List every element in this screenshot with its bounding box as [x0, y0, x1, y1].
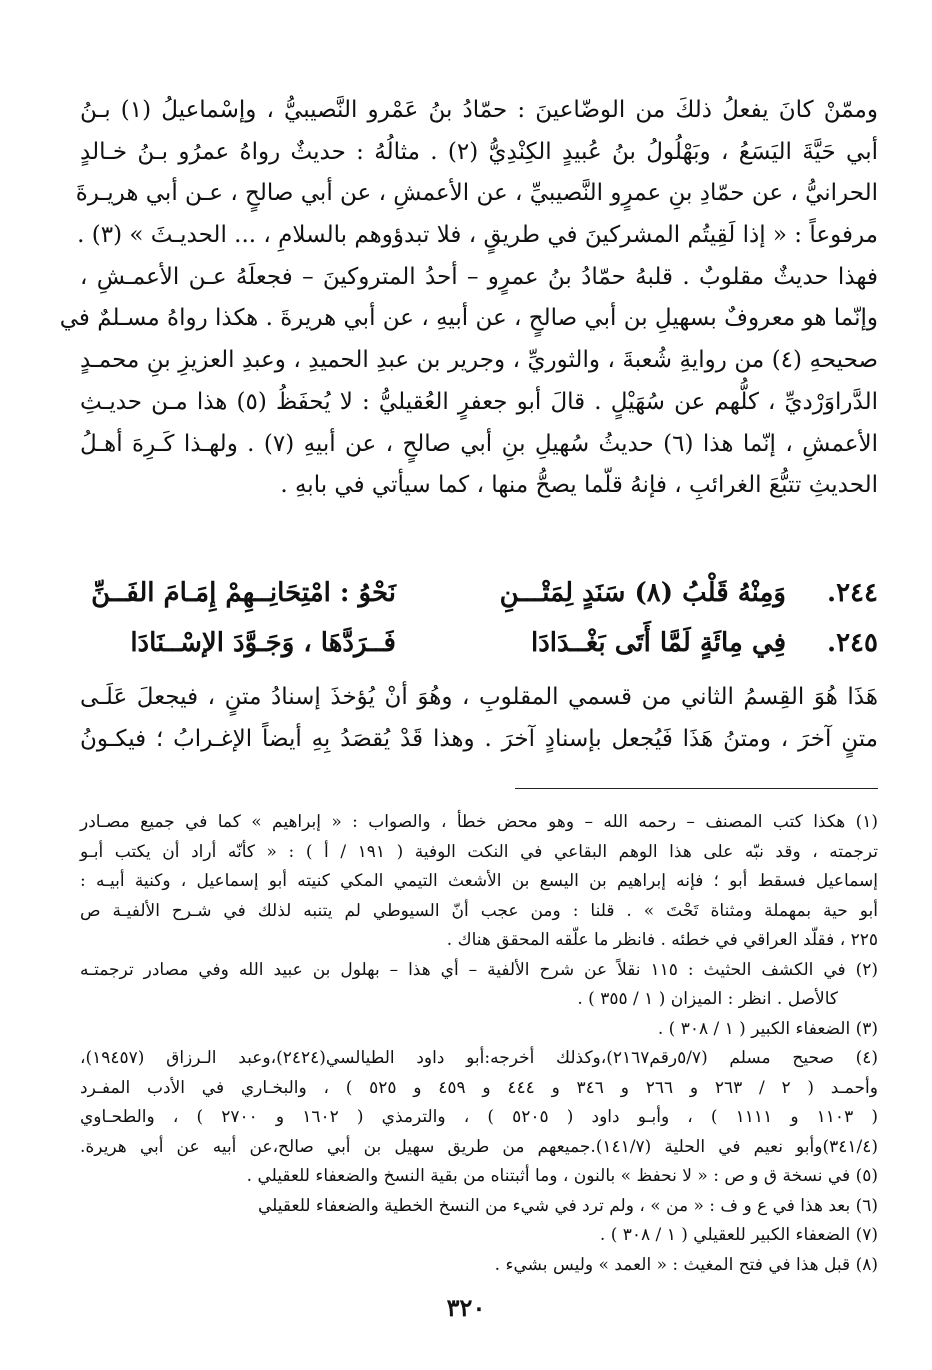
verse-number: ٢٤٥.: [827, 628, 878, 658]
footnote-line: (١) هكذا كتب المصنف – رحمه الله – وهو محض خطأ ، والصواب : « إبراهيم » كما في جميع مصـادر: [80, 812, 878, 832]
verse-second-hemistich: نَحْوُ : امْتِحَانِــهِمْ إِمَـامَ الفَــنِّ: [91, 578, 396, 608]
footnote-line: (٧) الضعفاء الكبير للعقيلي ( ١ / ٣٠٨ ) .: [599, 1225, 878, 1245]
footnote-3: [80, 1015, 878, 1045]
footnote-line: أبو حية بمهملة ومثناة تَحْتَ » . قلنا : ومن عجب أنّ السيوطي لم يتنبه لذلك في شـرح الألفيـة ص: [80, 900, 878, 921]
commentary-text: [80, 676, 878, 760]
verse-number: ٢٤٤.: [827, 578, 878, 608]
text-line: وممّنْ كانَ يفعلُ ذلكَ من الوضّاعينَ : حمّادُ بنُ عَمْرو النَّصيبيُّ ، وإسْماعيلُ (١) بـنُ: [80, 97, 878, 123]
footnote-line: ( ١١٠٣ و ١١١١ ) ، وأبـو داود ( ٥٢٠٥ ) ، والترمذي ( ١٦٠٢ و ٢٧٠٠ ) ، والطحـاوي: [80, 1107, 878, 1127]
footnote-line: إسماعيل فسقط أبو ؛ فإنه إبراهيم بن اليسع بن الأشعث التيمي المكي كنيته أبو إسماعيل ، وكنية أبيـه :: [80, 871, 878, 891]
text-line: أبي حَيَّةَ اليَسَعُ ، وبَهْلُولُ بنُ عُبيدٍ الكِنْدِيُّ (٢) . مثالُهُ : حديثٌ رواهُ عمرُو بـنُ خـالدٍ: [80, 138, 878, 165]
footnote-line: (٨) قبل هذا في فتح المغيث : « العمد » وليس بشيء .: [494, 1254, 878, 1275]
text-line: الدَّراوَرْديِّ ، كلُّهم عن سُهَيْلٍ . قالَ أبو جعفرٍ العُقيليُّ : لا يُحفَظُ (٥) هذا مـن حديـثِ: [80, 388, 878, 415]
footnote-8: [80, 1251, 878, 1281]
text-line: الأعمشِ ، إنّما هذا (٦) حديثُ سُهيلِ بنِ أبي صالحٍ ، عن أبيهِ (٧) . ولهـذا كَـرِهَ أهـلُ: [80, 430, 878, 457]
footnote-line: (٢) في الكشف الحثيث : ١١٥ نقلاً عن شرح الألفية – أي هذا – بهلول بن عبيد الله وفي مصادر ترجمتـه: [80, 959, 878, 980]
footnote-line: (٣٤١/٤)وأبو نعيم في الحلية (١٤١/٧).جميعهم من طريق سهيل بن أبي صالح،عن أبيه عن أبي هريرة.: [80, 1136, 879, 1157]
footnote-4: [80, 1044, 878, 1162]
text-line: مرفوعاً : « إذا لَقِيتُم المشركينَ في طريقٍ ، فلا تبدؤوهم بالسلامِ ، ... الحديـثَ » (٣) .: [77, 222, 878, 249]
footnote-line: كالأصل . انظر : الميزان ( ١ / ٣٥٥ ) .: [577, 989, 838, 1009]
text-line: الحديثِ تتبُّعَ الغرائبِ ، فإنهُ قلّما يصحُّ منها ، كما سيأتي في بابهِ .: [280, 472, 878, 499]
footnote-2: [80, 956, 878, 1015]
verse-245: [80, 618, 878, 668]
text-line: هَذَا هُوَ القِسمُ الثاني من قسمي المقلوبِ ، وهُوَ أنْ يُؤخذَ إسنادُ متنٍ ، فيجعلَ عَلَـى: [80, 684, 878, 710]
footnote-1: [80, 808, 878, 956]
footnote-7: [80, 1221, 878, 1251]
verse-first-hemistich: فِي مِائَةٍ لَمَّا أَتَى بَغْــدَادَا: [530, 628, 786, 658]
footnotes: [80, 808, 878, 1280]
text-line: صحيحهِ (٤) من روايةِ شُعبةَ ، والثوريِّ ، وجرير بن عبدِ الحميدِ ، وعبدِ العزيزِ بنِ محمـدٍ: [80, 347, 879, 374]
text-line: فهذا حديثٌ مقلوبٌ . قلبهُ حمّادُ بنُ عمرٍو – أحدُ المتروكينَ – فجعلَهُ عـن الأعمـشِ ،: [80, 263, 878, 290]
footnote-line: وأحمـد ( ٢ / ٢٦٣ و ٢٦٦ و ٣٤٦ و ٤٤٤ و ٤٥٩ و ٥٢٥ ) ، والبخـاري في الأدب المفـرد: [80, 1077, 878, 1098]
footnote-6: [80, 1192, 878, 1222]
footnote-line: (٤) صحيح مسلم (٥/٧رقم٢١٦٧)،وكذلك أخرجه:أبو داود الطيالسي(٢٤٢٤)،وعبد الـرزاق (١٩٤٥٧)،: [80, 1048, 879, 1068]
text-line: الحرانيُّ ، عن حمّادِ بنِ عمرٍو النَّصيبيِّ ، عن الأعمشِ ، عن أبي صالحٍ ، عـن أبي هريـرةَ: [75, 180, 878, 207]
footnote-line: (٦) بعد هذا في ع و ف : « من » ، ولم ترد في شيء من النسخ الخطية والضعفاء للعقيلي: [257, 1195, 878, 1216]
footnote-line: ٢٢٥ ، فقلّد العراقي في خطئه . فانظر ما علّقه المحقق هناك .: [446, 930, 878, 950]
text-line: وإنّما هو معروفٌ بسهيلِ بن أبي صالحٍ ، عن أبيهِ ، عن أبي هريرةَ . هكذا رواهُ مسـلمٌ في: [59, 305, 878, 332]
verse-244: [80, 568, 878, 618]
footnote-line: (٥) في نسخة ق و ص : « لا نحفظ » بالنون ، وما أثبتناه من بقية النسخ والضعفاء للعقيلي .: [246, 1166, 878, 1186]
footnote-line: ترجمته ، وقد نبّه على هذا الوهم البقاعي في النكت الوفية ( ١٩١ / أ ) : « كأنّه أراد أن يكتب أبـو: [80, 841, 878, 862]
main-text: [59, 90, 879, 507]
page-number: ٣٢٠: [446, 1293, 486, 1322]
footnote-line: (٣) الضعفاء الكبير ( ١ / ٣٠٨ ) .: [657, 1018, 878, 1039]
footnote-divider: [515, 788, 878, 789]
footnote-5: [80, 1162, 878, 1192]
text-line: متنٍ آخرَ ، ومتنُ هَذَا فَيُجعل بإسنادٍ آخرَ . وهذا قَدْ يُقصَدُ بِهِ أيضاً الإغـرابُ ؛ فيكـونُ: [80, 726, 878, 752]
verse-first-hemistich: وَمِنْهُ قَلْبُ (٨) سَنَدٍ لِمَتْـــنِ: [499, 578, 786, 608]
verse-second-hemistich: فَــرَدَّهَا ، وَجَـوَّدَ الإسْــنَادَا: [130, 628, 396, 658]
verse-block: [80, 568, 878, 668]
